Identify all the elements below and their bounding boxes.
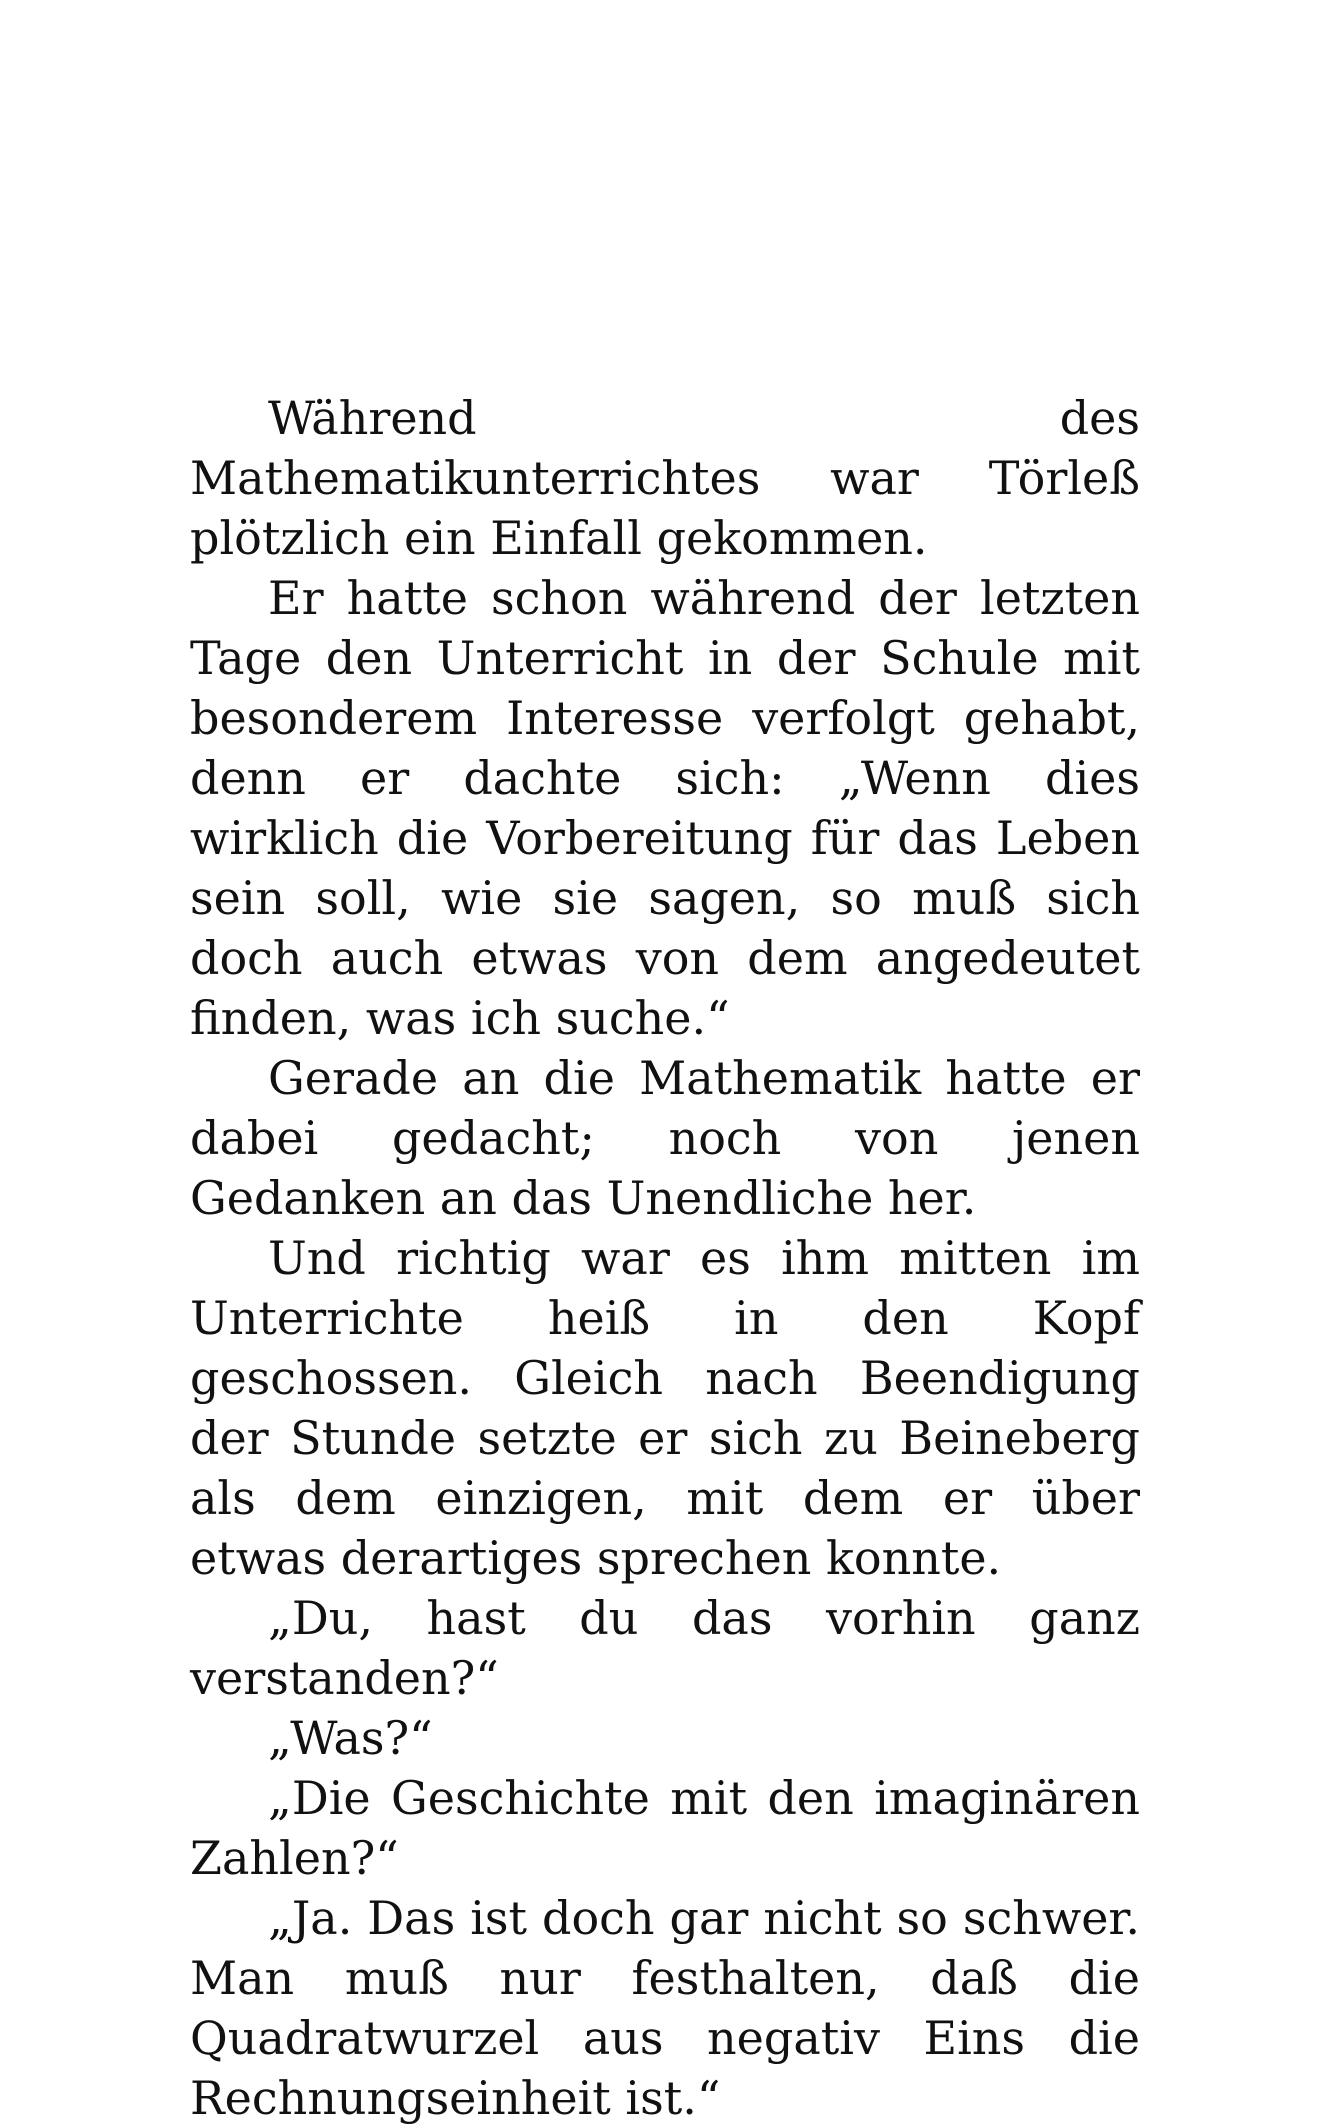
paragraph-1: Während des Mathematikunterrichtes war Törleß plötzlich ein Einfall gekommen. — [190, 391, 1140, 565]
page-text — [190, 388, 1140, 2128]
dialogue-line-1: „Du, hast du das vorhin ganz verstanden?“ — [190, 1591, 1140, 1705]
paragraph-4: Und richtig war es ihm mitten im Unterrichte heiß in den Kopf geschossen. Gleich nach Beendigung der Stunde setzte er sich zu Beineberg als dem einzigen, mit dem er über etwas derartiges sprechen konnte. — [190, 1231, 1140, 1585]
paragraph-2: Er hatte schon während der letzten Tage den Unterricht in der Schule mit besonderem Interesse verfolgt gehabt, denn er dachte sich: „Wenn dies wirklich die Vorbereitung für das Leben sein soll, wie sie sagen, so muß sich doch auch etwas von dem angedeutet finden, was ich suche.“ — [190, 571, 1140, 1045]
dialogue-line-4: „Ja. Das ist doch gar nicht so schwer. Man muß nur festhalten, daß die Quadratwurzel aus negativ Eins die Rechnungseinheit ist.“ — [190, 1891, 1140, 2125]
dialogue-line-2: „Was?“ — [268, 1711, 433, 1765]
dialogue-line-3: „Die Geschichte mit den imaginären Zahlen?“ — [190, 1771, 1140, 1885]
paragraph-3: Gerade an die Mathematik hatte er dabei gedacht; noch von jenen Gedanken an das Unendliche her. — [190, 1051, 1140, 1225]
